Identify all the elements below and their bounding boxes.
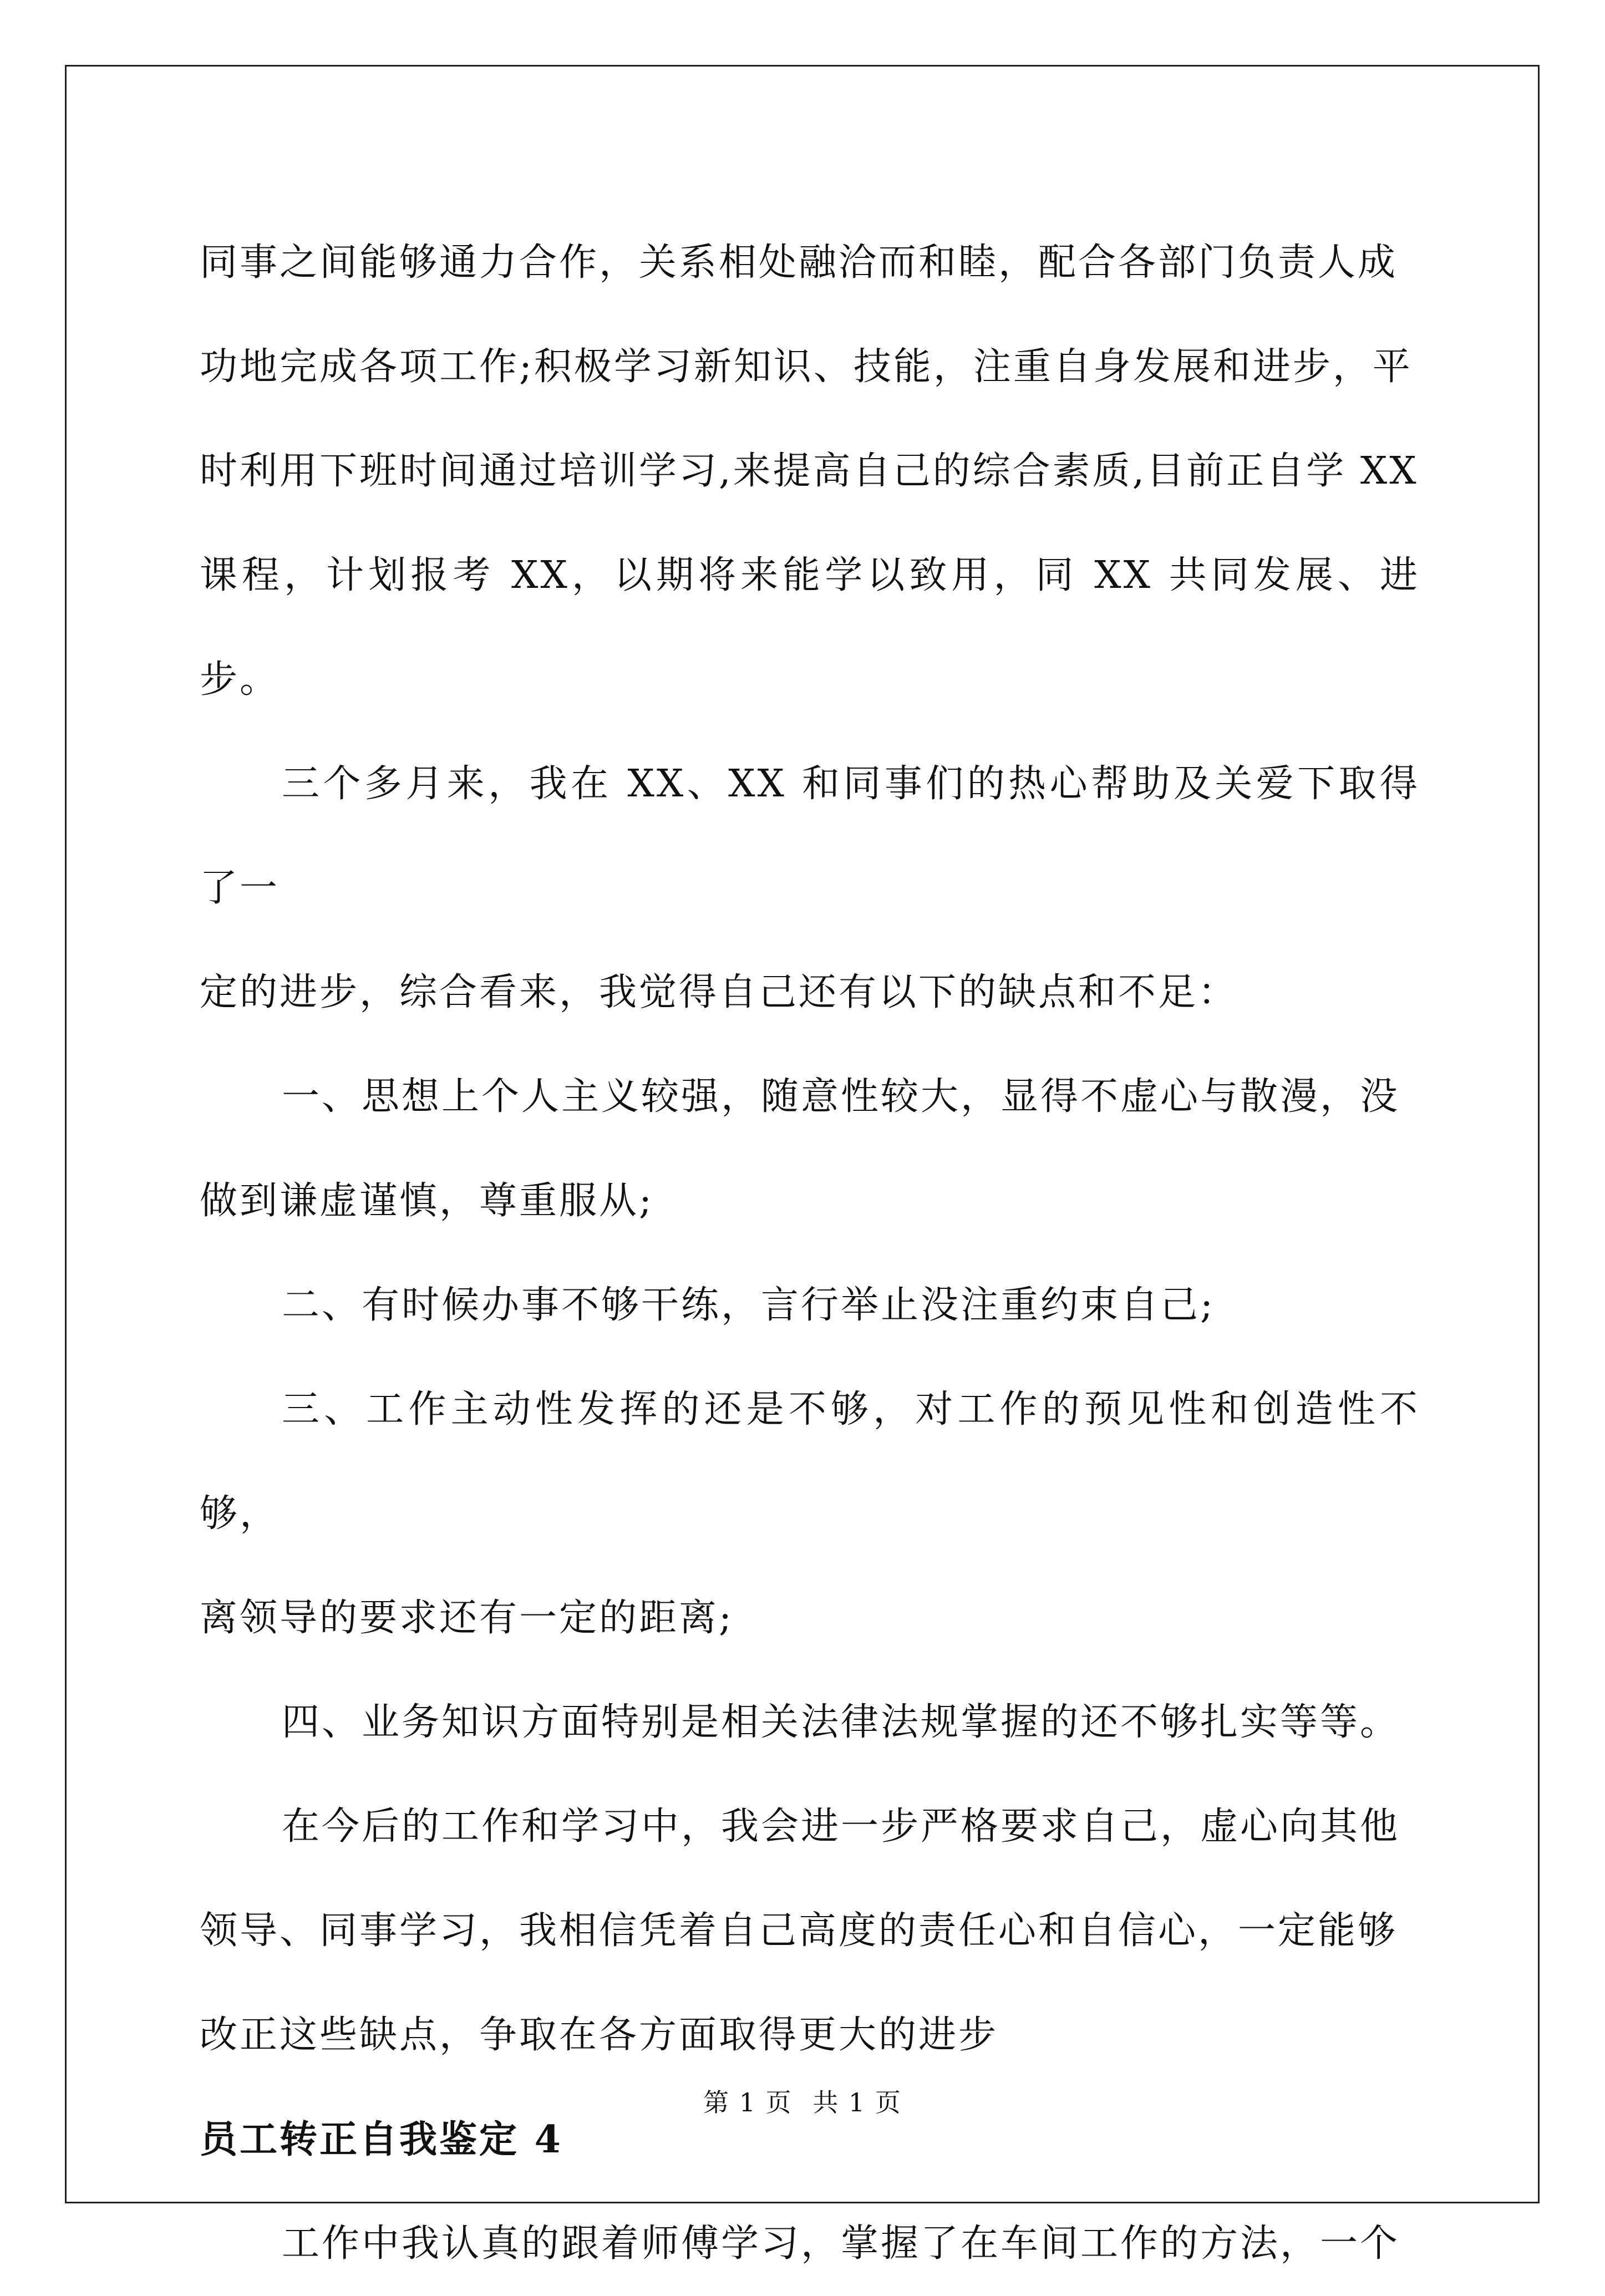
text-line: 在今后的工作和学习中，我会进一步严格要求自己，虚心向其他 [282,1805,1400,1848]
text-line: 二、有时候办事不够干练，言行举止没注重约束自己; [282,1283,1215,1327]
document-body [200,211,1420,2296]
paragraph-1 [200,211,1420,732]
paragraph-6 [200,1670,1420,1775]
paragraph-2 [200,732,1420,1045]
text-line: 功地完成各项工作;积极学习新知识、技能，注重自身发展和进步，平 [200,345,1413,389]
paragraph-4 [200,1253,1420,1358]
text-line: 一、思想上个人主义较强，随意性较大，显得不虚心与散漫，没 [282,1075,1400,1119]
text-line: 定的进步，综合看来，我觉得自己还有以下的缺点和不足： [200,971,1238,1014]
paragraph-7 [200,1775,1420,2087]
text-line: 课程，计划报考 XX，以期将来能学以致用，同 XX 共同发展、进步。 [200,553,1420,702]
text-line: 时利用下班时间通过培训学习,来提高自己的综合素质,目前正自学 XX [200,449,1419,493]
paragraph-3 [200,1045,1420,1253]
text-line: 四、业务知识方面特别是相关法律法规掌握的还不够扎实等等。 [282,1700,1400,1744]
page-total: 共 1 页 [812,2087,902,2117]
text-line: 改正这些缺点，争取在各方面取得更大的进步 [200,2013,999,2057]
text-line: 离领导的要求还有一定的距离; [200,1596,734,1640]
text-line: 同事之间能够通力合作，关系相处融洽而和睦，配合各部门负责人成 [200,241,1398,285]
text-line: 领导、同事学习，我相信凭着自己高度的责任心和自信心，一定能够 [200,1909,1398,1953]
text-line: 工作中我认真的跟着师傅学习，掌握了在车间工作的方法，一个 [282,2222,1400,2265]
text-line: 三、工作主动性发挥的还是不够，对工作的预见性和创造性不够， [200,1388,1420,1536]
page-footer [0,2082,1605,2119]
paragraph-5 [200,1358,1420,1670]
text-line: 做到谦虚谨慎，尊重服从; [200,1179,654,1223]
text-line: 三个多月来，我在 XX、XX 和同事们的热心帮助及关爱下取得了一 [200,762,1420,910]
page-number: 第 1 页 [703,2087,793,2117]
section-heading: 员工转正自我鉴定 4 [200,2117,563,2162]
paragraph-8 [200,2192,1420,2296]
